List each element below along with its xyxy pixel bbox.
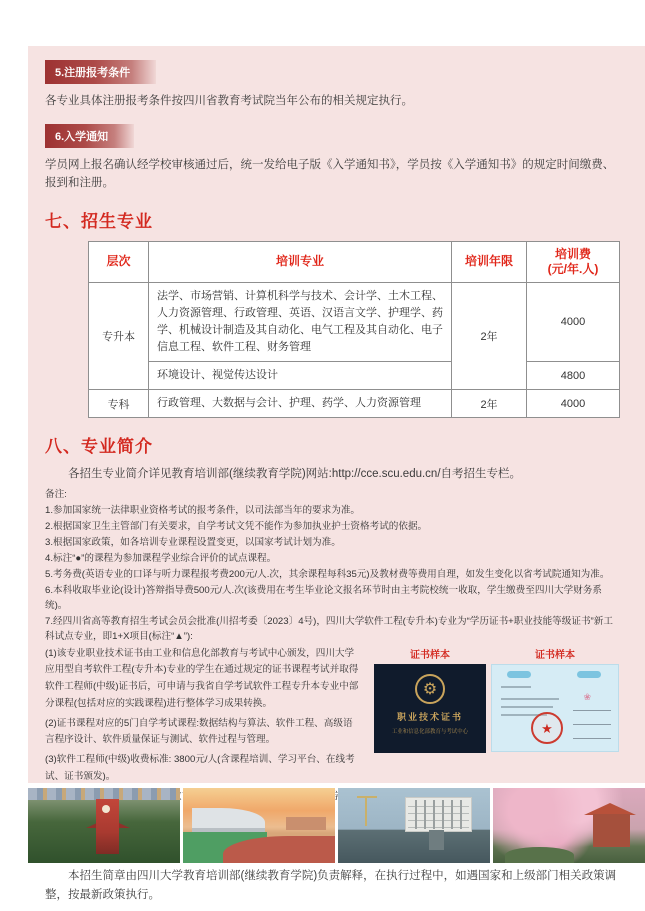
text-line-decoration	[501, 706, 553, 708]
enrollment-majors-table	[88, 241, 620, 418]
distant-building-decoration	[286, 817, 326, 831]
header-years: 培训年限	[452, 241, 527, 282]
flower-stamp-icon: ❀	[583, 691, 591, 702]
remarks-block	[45, 488, 619, 645]
header-fee-line1: 培训费	[554, 246, 591, 261]
certificate-cover-title: 职业技术证书	[396, 711, 463, 722]
register-conditions-text: 各专业具体注册报考条件按四川省教育考试院当年公布的相关规定执行。	[45, 95, 413, 107]
campus-photo-strip	[28, 788, 645, 863]
cell-majors-group3: 行政管理、大数据与会计、护理、药学、人力资源管理	[149, 390, 452, 418]
stadium-stand-decoration	[192, 808, 265, 832]
remark-item: 1.参加国家统一法律职业资格考试的报考条件，以司法部当年的要求为准。	[45, 504, 361, 516]
signature-line	[573, 724, 611, 725]
header-level: 层次	[89, 241, 149, 282]
certificate-cover-issuer: 工业和信息化部教育与考试中心	[391, 727, 469, 735]
cell-fee-4000: 4000	[527, 282, 620, 361]
certificate-labels	[374, 646, 619, 661]
section-badge-register-conditions: 5.注册报考条件	[45, 60, 156, 84]
crane-decoration	[365, 796, 367, 826]
section-badge-admission-notice: 6.入学通知	[45, 124, 134, 148]
header-fee-line2: (元/年.人)	[547, 261, 599, 276]
ribbon-decoration-icon	[507, 671, 531, 678]
ribbon-decoration-icon	[577, 671, 601, 678]
brochure-pink-panel	[28, 46, 645, 902]
cell-fee-4800: 4800	[527, 362, 620, 390]
subnote-item: (2)证书课程对应的5门自学考试课程:数据结构与算法、软件工程、高级语言程序设计、软件质量保证与测试、软件过程与管理。	[45, 717, 353, 746]
cell-majors-group2: 环境设计、视觉传达设计	[149, 362, 452, 390]
profile-intro-with-url: 各招生专业简介详见教育培训部(继续教育学院)网站:http://cce.scu.edu.cn/自考招生专栏。	[68, 468, 522, 481]
cell-majors-group1: 法学、市场营销、计算机科学与技术、会计学、土木工程、人力资源管理、行政管理、英语、汉语言文学、护理学、药学、机械设计制造及其自动化、电气工程及其自动化、电子信息工程、软件工程、财务管理	[149, 282, 452, 361]
remarks-label: 备注:	[45, 488, 67, 500]
building-windows-decoration	[408, 800, 469, 829]
campus-photo-cherry-blossom	[493, 788, 645, 863]
header-major: 培训专业	[149, 241, 452, 282]
table-row	[89, 390, 620, 418]
certificate-inner-page-image	[491, 664, 619, 752]
pavilion-decoration	[593, 814, 629, 847]
cell-years-2: 2年	[452, 282, 527, 389]
admission-notice-text: 学员网上报名确认经学校审核通过后，统一发给电子版《入学通知书》，学员按《入学通知书》的规定时间缴费、报到和注册。	[45, 158, 615, 190]
certificate-sample-label: 证书样本	[535, 649, 575, 661]
special-notice-text: 本招生简章由四川大学教育培训部(继续教育学院)负责解释，在执行过程中，如遇国家和上级部门相关政策调整，按最新政策执行。	[45, 870, 617, 902]
remark-item: 2.根据国家卫生主管部门有关要求，自学考试文凭不能作为参加执业护士资格考试的依据。	[45, 520, 428, 532]
table-row	[89, 362, 620, 390]
building-pillar-decoration	[429, 830, 444, 850]
campus-photo-modern-building	[338, 788, 490, 863]
campus-photo-stadium-sunset	[183, 788, 335, 863]
table-header-row	[89, 241, 620, 282]
cell-level-zhuanke: 专科	[89, 390, 149, 418]
signature-line	[573, 710, 611, 711]
subnote-item: (3)软件工程师(中级)收费标准: 3800元/人(含课程培训、学习平台、在线考试、证书颁发)。	[45, 754, 355, 782]
remark-item: 7.经四川省高等教育招生考试会员会批准(川招考委〔2023〕4号)，四川大学软件工程(专升本)专业为“学历证书+职业技能等级证书”新工科试点专业，即1+X项目(标注“▲”):	[45, 615, 613, 642]
remark-item: 4.标注“●”的课程为参加课程学业综合评价的试点课程。	[45, 552, 277, 564]
remark-item: 6.本科收取毕业论(设计)答辩指导费500元/人.次(该费用在考生毕业论文报名环节时由主考院校统一收取，学生缴费至四川大学财务系统)。	[45, 584, 602, 611]
red-star-seal-icon: ★	[531, 712, 563, 744]
gear-emblem-icon: ⚙	[415, 674, 445, 704]
cell-years-2b: 2年	[452, 390, 527, 418]
remark-item: 5.考务费(英语专业的口译与听力课程报考费200元/人.次，其余课程每科35元)及教材费等费用自理，如发生变化以省考试院通知为准。	[45, 568, 610, 580]
remark-item: 3.根据国家政策，如各培训专业课程设置变更，以国家考试计划为准。	[45, 536, 341, 548]
certificate-sample-label: 证书样本	[410, 649, 450, 661]
cell-level-zhuanshengben: 专升本	[89, 282, 149, 389]
certificate-images	[374, 664, 619, 753]
vocational-certificate-cover-image	[374, 664, 486, 753]
table-row	[89, 282, 620, 361]
profile-section-title: 八、专业简介	[45, 437, 153, 457]
subnote-item: (1)该专业职业技术证书由工业和信息化部教育与考试中心颁发，四川大学应用型自考软件工程(专升本)专业的学生在通过规定的证书课程考试并取得软件工程师(中级)证书后，可申请与我省自学考试软件工程专升本专业中部分课程(包括对应的实践课程)进行整体学习成果转换。	[45, 647, 359, 709]
campus-photo-clock-tower	[28, 788, 180, 863]
signature-line	[573, 738, 611, 739]
cell-fee-4000b: 4000	[527, 390, 620, 418]
text-line-decoration	[501, 686, 531, 688]
majors-section-title: 七、招生专业	[45, 211, 153, 231]
header-fee	[527, 241, 620, 282]
text-line-decoration	[501, 698, 559, 700]
bush-decoration	[505, 847, 573, 864]
